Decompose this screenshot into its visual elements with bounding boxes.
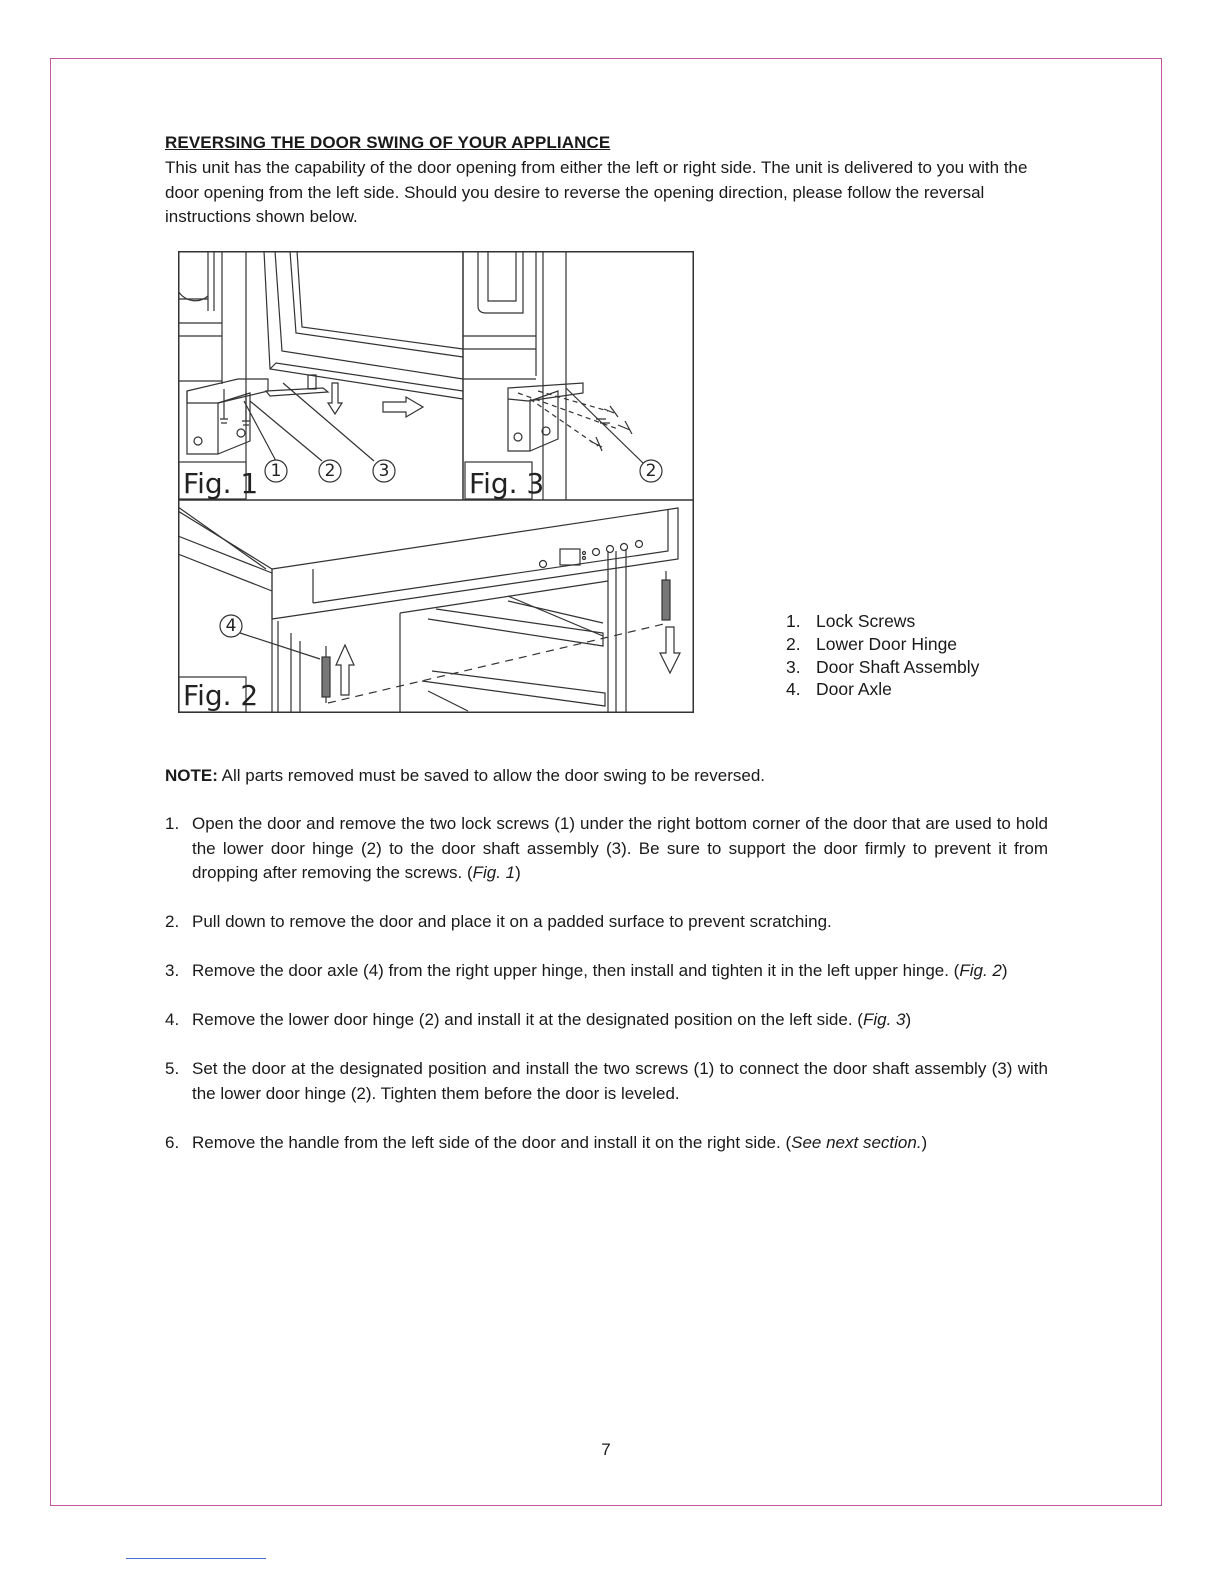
legend-item: 4. Door Axle [786, 679, 892, 700]
callout-1: 1 [270, 461, 282, 481]
instruction-steps [165, 812, 1048, 1155]
fig3-label: Fig. 3 [469, 467, 545, 500]
note-text: All parts removed must be saved to allow the door swing to be reversed. [217, 766, 766, 785]
fig2-label: Fig. 2 [183, 679, 259, 712]
figure-ref: Fig. 1 [472, 863, 516, 882]
step: 3. Remove the door axle (4) from the right upper hinge, then install and tighten it in the left upper hinge. (Fig. 2) [165, 961, 1008, 980]
callout-4: 4 [225, 616, 237, 636]
callout-2: 2 [324, 461, 336, 481]
step: 5. Set the door at the designated position and install the two screws (1) to connect the door shaft assembly (3) with the lower door hinge (2). Tighten them before the door is leveled. [165, 1059, 1048, 1103]
page-title: REVERSING THE DOOR SWING OF YOUR APPLIANCE [165, 133, 611, 152]
legend-item: 2. Lower Door Hinge [786, 633, 958, 654]
page-number: 7 [601, 1440, 611, 1459]
callout-3: 3 [378, 461, 390, 481]
legend-item: 3. Door Shaft Assembly [786, 656, 980, 677]
figure-ref: Fig. 2 [959, 961, 1002, 980]
legend-item: 1. Lock Screws [786, 611, 916, 631]
note [165, 766, 765, 786]
footer-rule [126, 1558, 266, 1559]
intro-paragraph: This unit has the capability of the door opening from either the left or right side. The unit is delivered to you with the door opening from the left side. Should you desire to reverse the opening direction, please follow the reversal instructions shown below. [165, 158, 1028, 226]
note-label: NOTE: [165, 766, 218, 785]
door-reversal-illustration [178, 251, 694, 713]
parts-legend [786, 610, 979, 701]
callout-2-fig3: 2 [645, 461, 657, 481]
step: 1. Open the door and remove the two lock screws (1) under the right bottom corner of the door that are used to hold the lower door hinge (2) to the door shaft assembly (3). Be sure to support the door firmly to prevent it from dropping after removing the screws. (Fig. 1) [165, 814, 1048, 882]
fig1-label: Fig. 1 [183, 467, 259, 500]
section-ref: See next section. [791, 1132, 922, 1152]
figure-ref: Fig. 3 [862, 1010, 906, 1029]
step: 2. Pull down to remove the door and place it on a padded surface to prevent scratching. [165, 912, 832, 931]
step: 4. Remove the lower door hinge (2) and install it at the designated position on the left side. (Fig. 3) [165, 1010, 912, 1029]
step: 6. Remove the handle from the left side of the door and install it on the right side. (See next section.) [165, 1132, 928, 1152]
